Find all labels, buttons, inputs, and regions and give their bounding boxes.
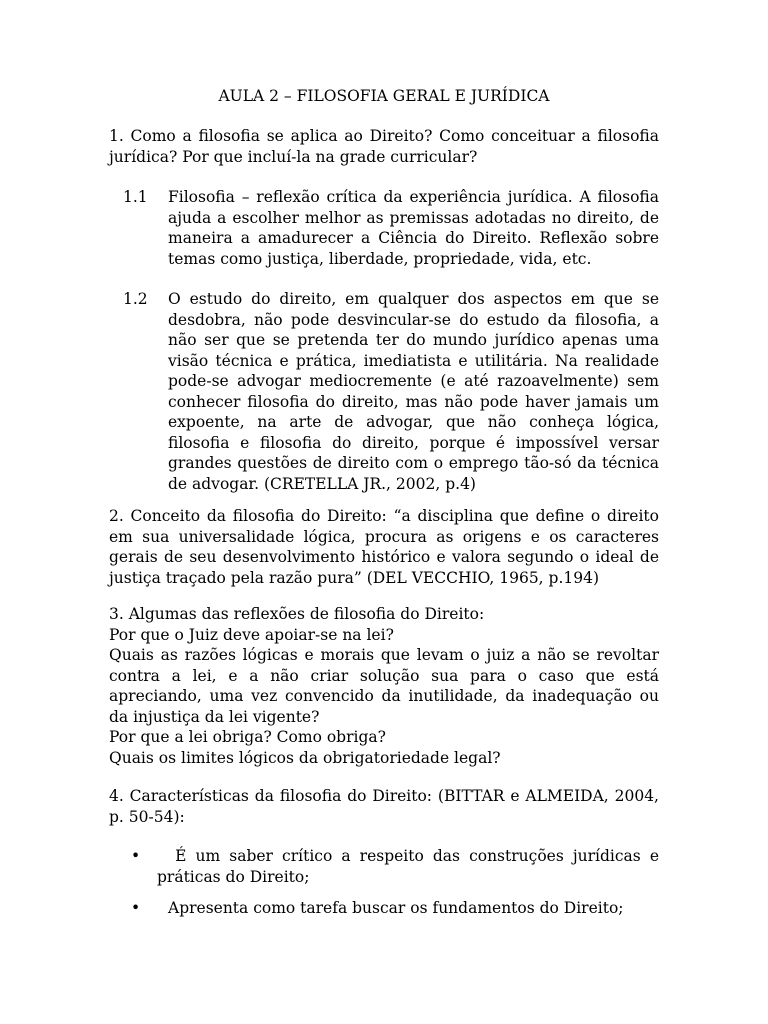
item-1-1-number: 1.1: [123, 188, 148, 206]
item-1-1-text: Filosofia – reflexão crítica da experiência jurídica. A filosofia ajuda a escolher melhor as premissas adotadas no direito, de maneira a amadurecer a Ciência do Direito. Reflexão sobre temas como justiça, liberdade, propriedade, vida, etc.: [168, 188, 659, 268]
question-2: 2. Conceito da filosofia do Direito: “a disciplina que define o direito em sua universalidade lógica, procura as origens e os caracteres gerais de seu desenvolvimento histórico e valora segundo o ideal de justiça traçado pela razão pura” (DEL VECCHIO, 1965, p.194): [109, 507, 659, 587]
bullet-icon: •: [131, 847, 141, 865]
question-3-block: [109, 604, 659, 768]
question-1: 1. Como a filosofia se aplica ao Direito? Como conceituar a filosofia jurídica? Por que incluí-la na grade curricular?: [109, 127, 659, 166]
question-3-line: Por que o Juiz deve apoiar-se na lei?: [109, 625, 394, 644]
question-3-line: Por que a lei obriga? Como obriga?: [109, 728, 386, 746]
question-3-heading: 3. Algumas das reflexões de filosofia do Direito:: [109, 605, 485, 623]
bullet-icon: •: [131, 899, 141, 917]
bullet-item-text: É um saber crítico a respeito das construções jurídicas e práticas do Direito;: [157, 847, 664, 886]
question-3-line: Quais as razões lógicas e morais que levam o juiz a não se revoltar contra a lei, e a não criar solução sua para o caso que está apreciando, uma vez convencido da inutilidade, da inadequação ou da injustiça da lei vigente?: [109, 646, 659, 726]
bullet-item-text: Apresenta como tarefa buscar os fundamentos do Direito;: [168, 899, 624, 917]
item-1-2-number: 1.2: [123, 290, 148, 308]
page-title: AULA 2 – FILOSOFIA GERAL E JURÍDICA: [218, 87, 550, 105]
item-1-2-text: O estudo do direito, em qualquer dos aspectos em que se desdobra, não pode desvincular-se do estudo da filosofia, a não ser que se pretenda ter do mundo jurídico apenas uma visão técnica e prática, imediatista e utilitária. Na realidade pode-se advogar mediocremente (e até razoavelmente) sem conhecer filosofia do direito, mas não pode haver jamais um expoente, na arte de advogar, que não conheça lógica, filosofia e filosofia do direito, porque é impossível versar grandes questões de direito com o emprego tão-só da técnica de advogar. (CRETELLA JR., 2002, p.4): [168, 290, 659, 493]
question-3-line: Quais os limites lógicos da obrigatoriedade legal?: [109, 748, 501, 767]
question-4: 4. Características da filosofia do Direito: (BITTAR e ALMEIDA, 2004, p. 50-54):: [109, 787, 659, 826]
